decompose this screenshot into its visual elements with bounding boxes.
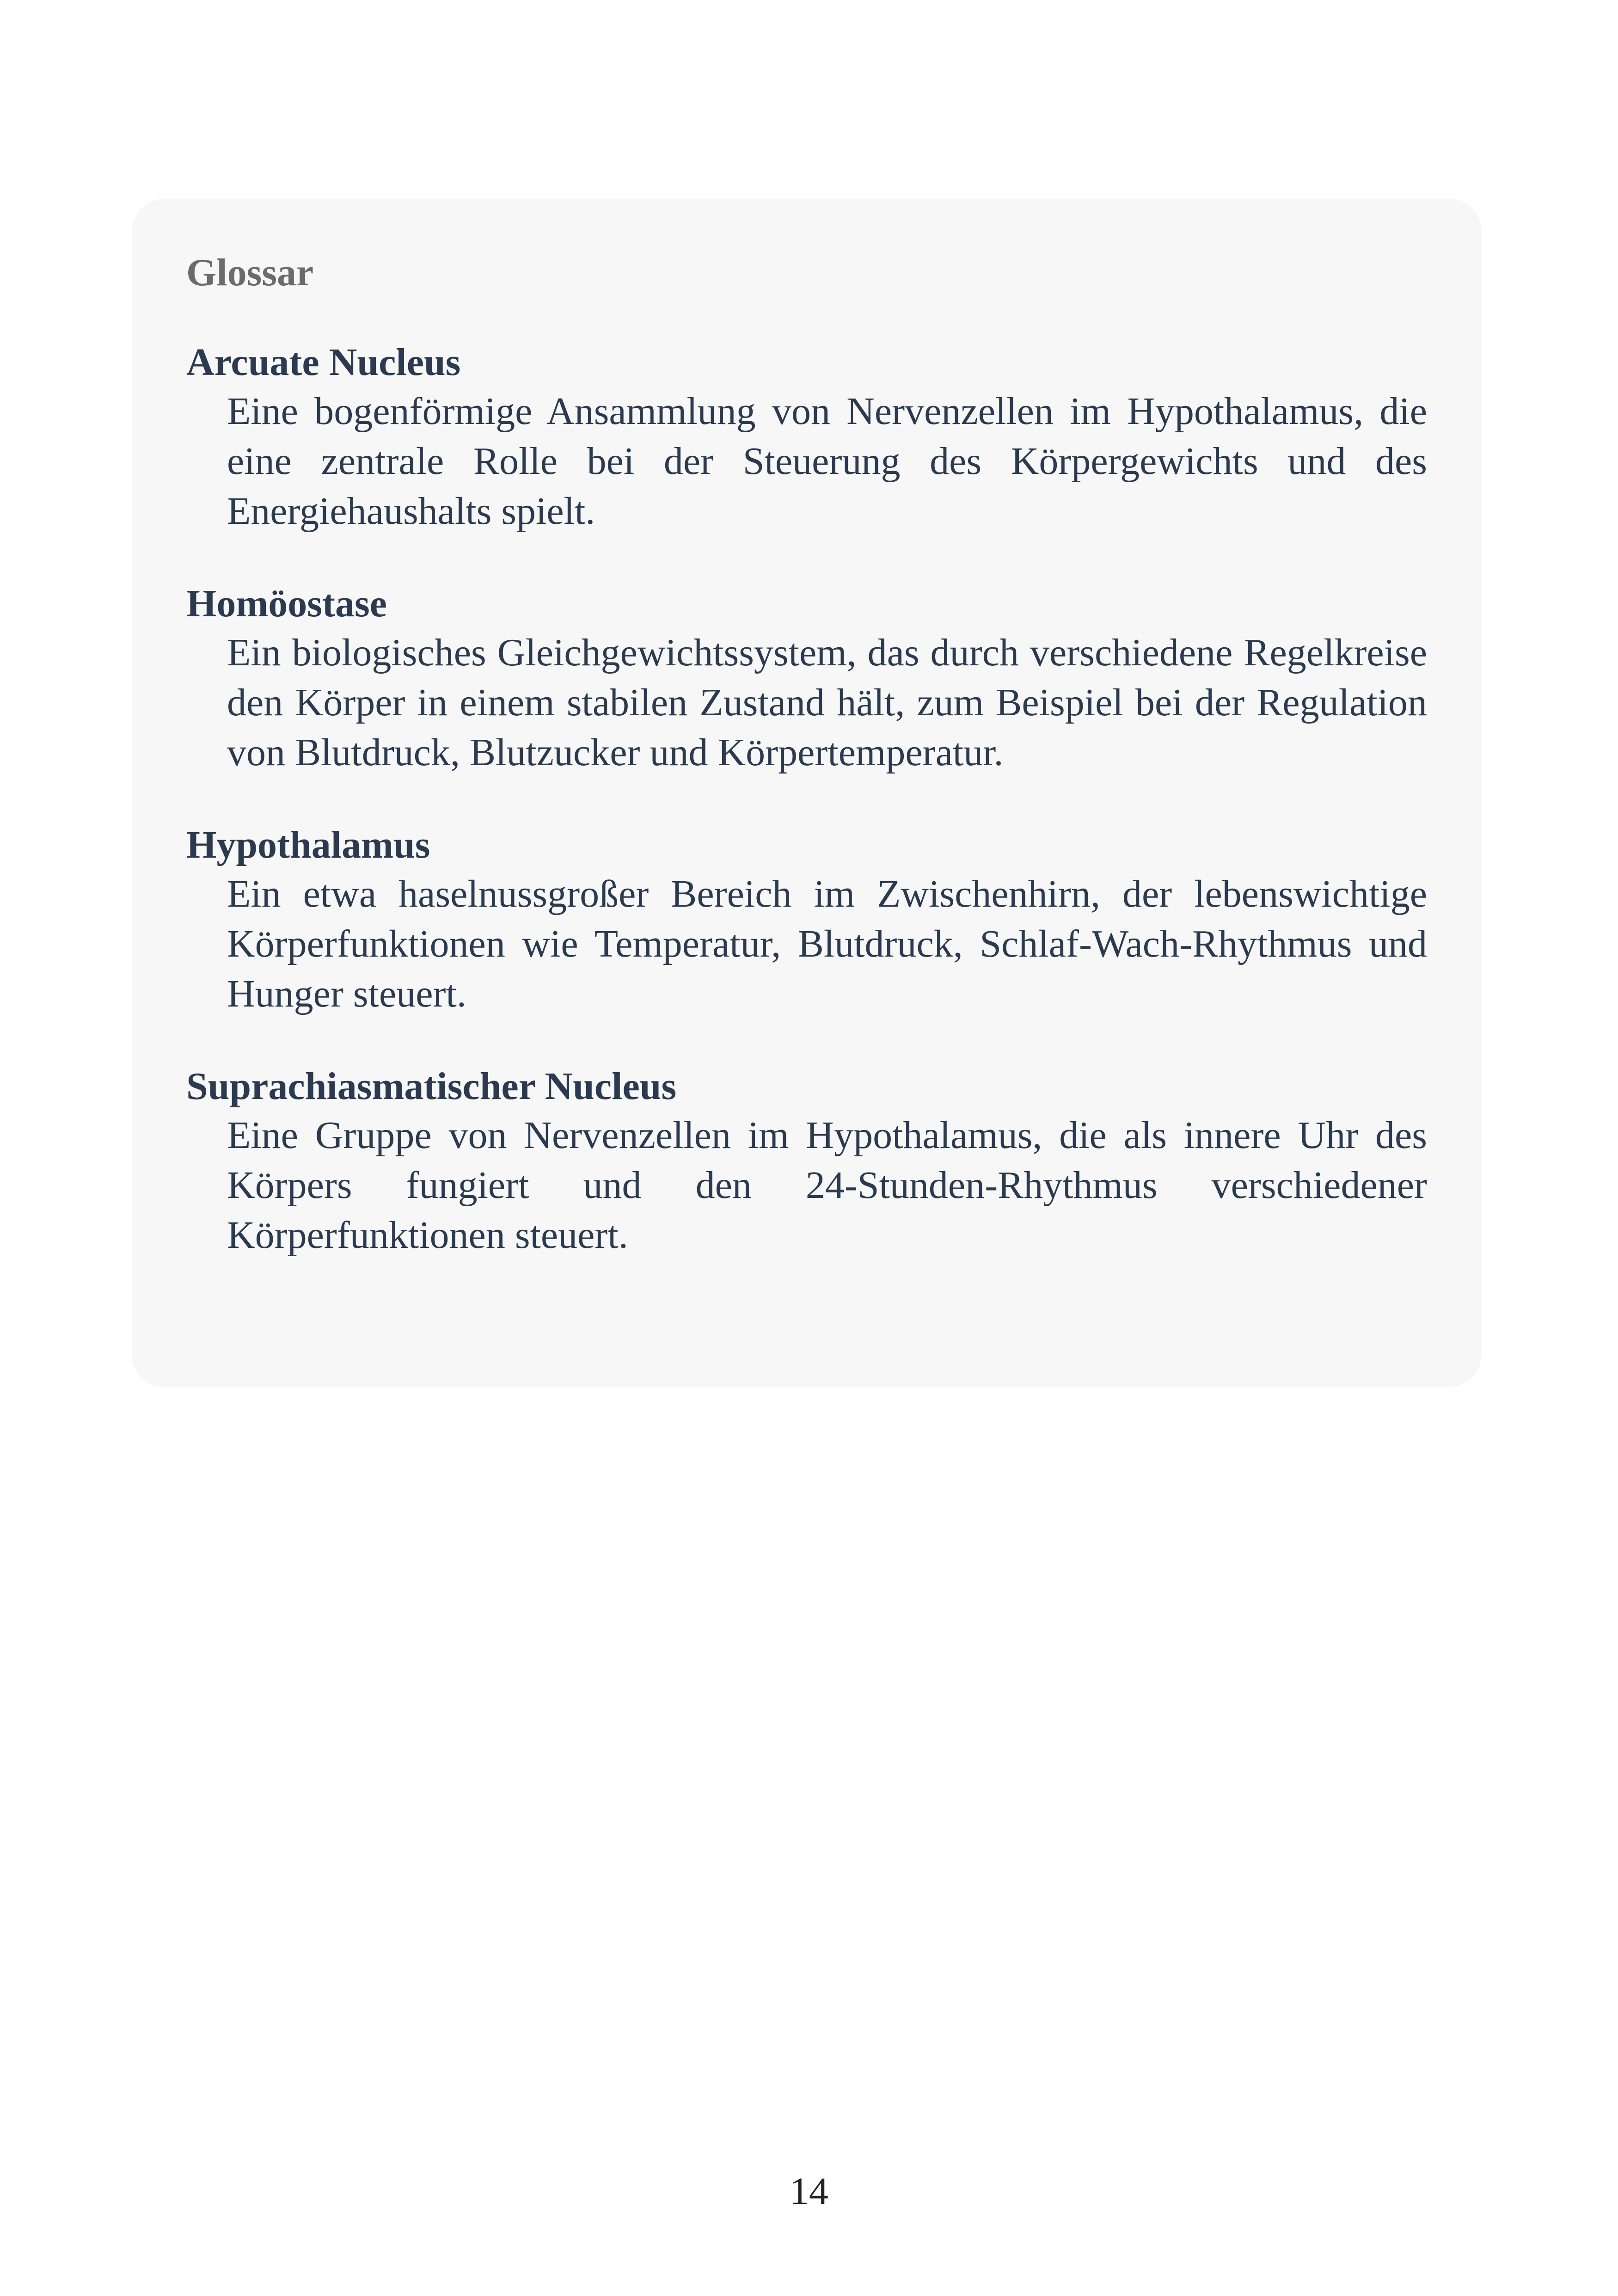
glossary-term: Arcuate Nucleus — [186, 341, 461, 384]
glossary-term: Suprachiasmatischer Nucleus — [186, 1065, 677, 1108]
glossary-term: Homöostase — [186, 582, 387, 625]
glossary-term: Hypothalamus — [186, 823, 430, 866]
glossary-entry-hypothalamus — [186, 821, 1427, 1019]
glossary-heading: Glossar — [186, 251, 314, 294]
glossary-definition: Ein biologisches Gleichgewichtssystem, das durch verschiedene Regelkreise den Körper in einem stabilen Zustand hält, zum Beispiel bei der Regulation von Blutdruck, Blutzucker und Körpertemperatur. — [227, 631, 1427, 774]
glossary-entry-suprachiasmatischer-nucleus — [186, 1062, 1427, 1260]
glossary-definition: Eine bogenförmige Ansammlung von Nervenzellen im Hypothalamus, die eine zentrale Rolle bei der Steuerung des Körpergewichts und des Energiehaushalts spielt. — [227, 390, 1427, 533]
page-number: 14 — [790, 2170, 828, 2213]
glossary-definition: Ein etwa haselnussgroßer Bereich im Zwischenhirn, der lebenswichtige Körperfunktionen wie Temperatur, Blutdruck, Schlaf-Wach-Rhythmus und Hunger steuert. — [227, 872, 1427, 1015]
glossary-entry-arcuate-nucleus — [186, 338, 1427, 536]
glossary-definition: Eine Gruppe von Nervenzellen im Hypothalamus, die als innere Uhr des Körpers fungiert und den 24-Stunden-Rhythmus verschiedener Körperfunktionen steuert. — [227, 1114, 1427, 1257]
glossary-entry-homoeostase — [186, 580, 1427, 778]
glossary-box — [132, 199, 1482, 1387]
